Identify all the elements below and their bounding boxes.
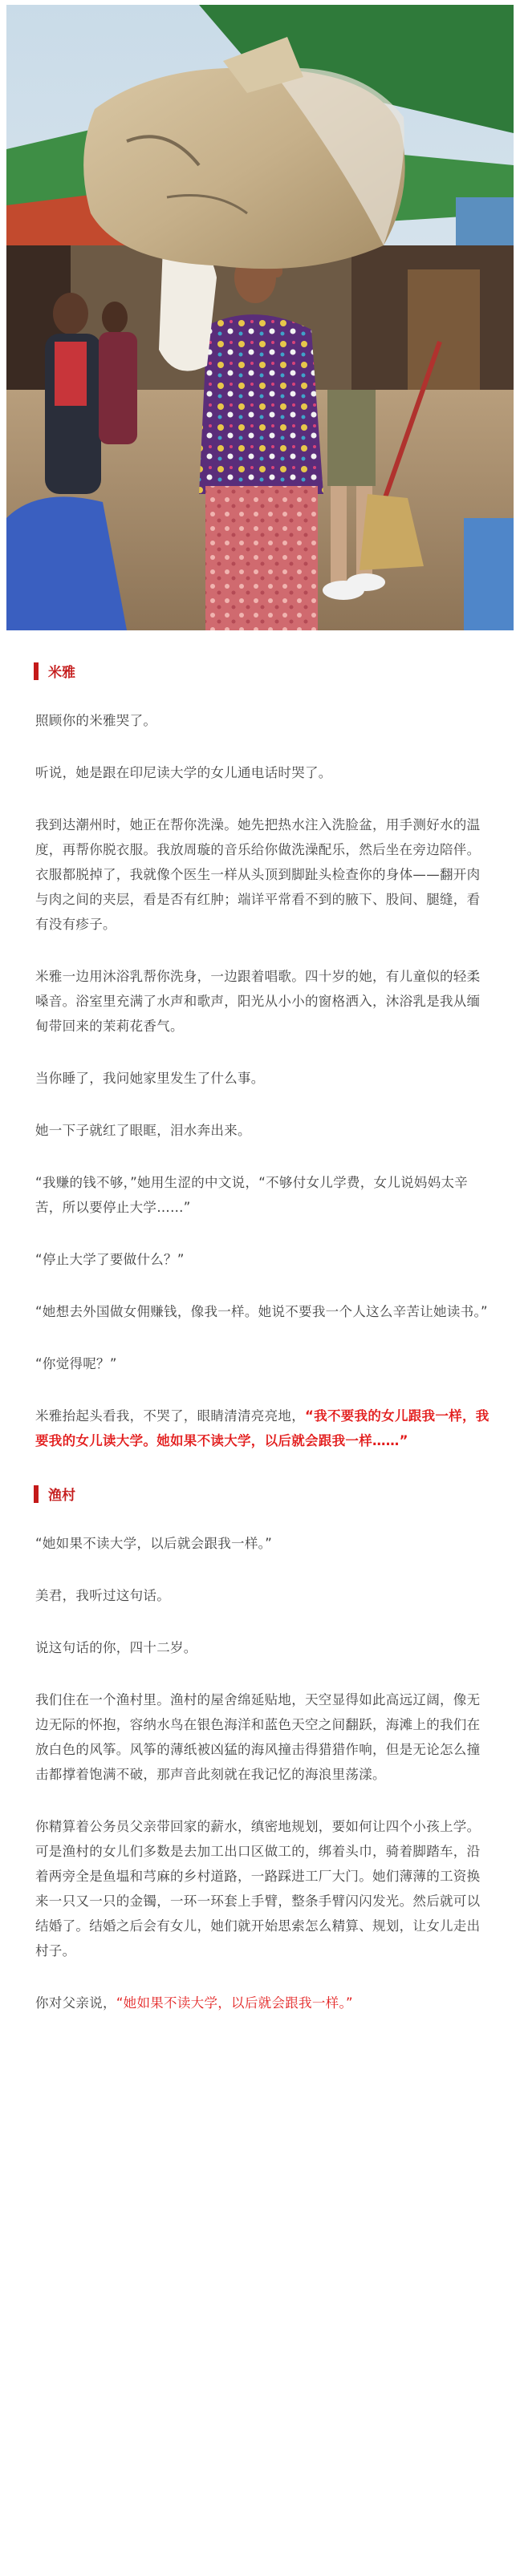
section-marker-bar <box>34 662 39 680</box>
paragraph: “她想去外国做女佣赚钱，像我一样。她说不要我一个人这么辛苦让她读书。” <box>35 1304 488 1319</box>
paragraph <box>35 1403 490 1453</box>
paragraph: 美君，我听过这句话。 <box>35 1588 170 1603</box>
paragraph: “她如果不读大学，以后就会跟我一样。” <box>35 1536 273 1551</box>
paragraph: 你精算着公务员父亲带回家的薪水，缜密地规划，要如何让四个小孩上学。可是渔村的女儿们多数是去加工出口区做工的，绑着头巾，骑着脚踏车，沿着两旁全是鱼塭和芎麻的乡村道路，一路踩进工厂大门。她们薄薄的工资换来一只又一只的金镯，一环一环套上手臂，整条手臂闪闪发光。然后就可以结婚了。结婚之后会有女儿，她们就开始思索怎么精算、规划，让女儿走出村子。 <box>35 1819 481 1958</box>
paragraph-text: 你对父亲说， <box>35 1995 116 2011</box>
article-body <box>0 630 520 2015</box>
paragraph: 我到达潮州时，她正在帮你洗澡。她先把热水注入洗脸盆，用手测好水的温度，再帮你脱衣服。我放周璇的音乐给你做洗澡配乐，然后坐在旁边陪伴。衣服都脱掉了，我就像个医生一样从头顶到脚趾头检查你的身体——翻开肉与肉之间的夹层，看是否有红肿；端详平常看不到的腋下、股间、腿缝，看有没有疹子。 <box>35 817 481 932</box>
paragraph: 照顾你的米雅哭了。 <box>35 713 157 728</box>
section-heading-yu-cun <box>34 1484 520 1504</box>
paragraph: 她一下子就红了眼眶，泪水奔出来。 <box>35 1123 251 1138</box>
section-title: 渔村 <box>48 1488 75 1504</box>
paragraph: 说这句话的你，四十二岁。 <box>35 1640 197 1655</box>
highlighted-quote: “她如果不读大学，以后就会跟我一样。” <box>116 1995 353 2011</box>
paragraph <box>35 1991 490 2015</box>
market-photo <box>6 5 514 630</box>
paragraph: “你觉得呢？” <box>35 1356 117 1371</box>
section-heading-mi-ya <box>34 661 520 681</box>
paragraph: “我赚的钱不够，”她用生涩的中文说，“不够付女儿学费，女儿说妈妈太辛苦，所以要停止大学……” <box>35 1175 469 1215</box>
paragraph: 听说，她是跟在印尼读大学的女儿通电话时哭了。 <box>35 765 332 780</box>
section-title: 米雅 <box>48 665 75 681</box>
paragraph: 米雅一边用沐浴乳帮你洗身，一边跟着唱歌。四十岁的她，有儿童似的轻柔嗓音。浴室里充满了水声和歌声，阳光从小小的窗格洒入，沐浴乳是我从缅甸带回来的茉莉花香气。 <box>35 969 481 1034</box>
paragraph: 当你睡了，我问她家里发生了什么事。 <box>35 1071 265 1086</box>
paragraph: 我们住在一个渔村里。渔村的屋舍绵延贴地，天空显得如此高远辽阔，像无边无际的怀抱，容纳水鸟在银色海洋和蓝色天空之间翻跃，海滩上的我们在放白色的风筝。风筝的薄纸被凶猛的海风撞击得猎猎作响，但是无论怎么撞击都撑着饱满不破，那声音此刻就在我记忆的海浪里荡漾。 <box>35 1692 481 1782</box>
paragraph: “停止大学了要做什么？” <box>35 1252 185 1267</box>
paragraph-text: 米雅抬起头看我，不哭了，眼睛清清亮亮地， <box>35 1408 305 1424</box>
highlighted-quote: “我不要我的女儿跟我一样，我要我的女儿读大学。她如果不读大学，以后就会跟我一样……” <box>35 1408 490 1448</box>
section-marker-bar <box>34 1485 39 1503</box>
